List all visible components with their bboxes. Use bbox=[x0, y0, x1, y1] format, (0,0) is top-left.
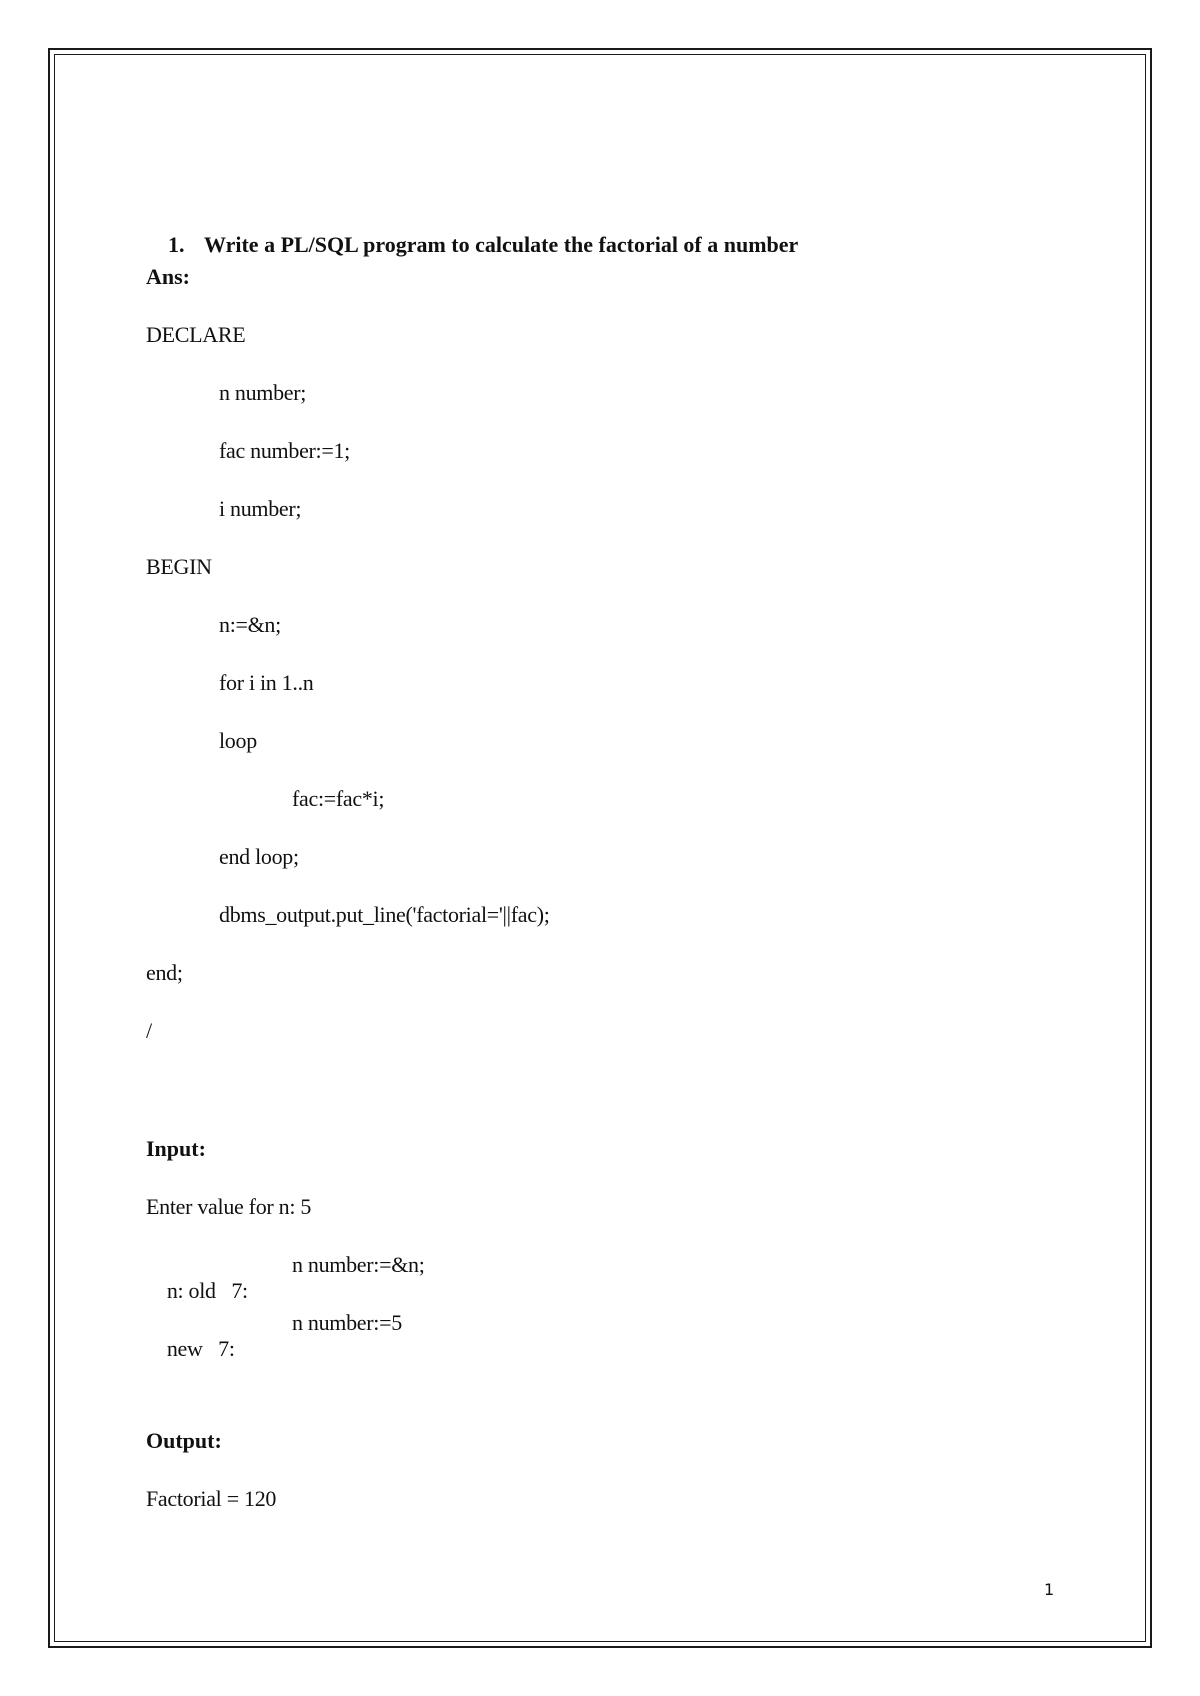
code-line-fac-mult: fac:=fac*i; bbox=[292, 786, 385, 811]
page-border-inner bbox=[54, 54, 1146, 1642]
input-old-prefix: n: old 7: bbox=[166, 1278, 248, 1303]
input-old-code: n number:=&n; bbox=[292, 1252, 425, 1277]
input-label: Input: bbox=[146, 1136, 206, 1161]
input-new-code: n number:=5 bbox=[292, 1310, 402, 1335]
question-number: 1. bbox=[168, 232, 185, 257]
page-border bbox=[48, 48, 1152, 1648]
question-text: Write a PL/SQL program to calculate the factorial of a number bbox=[204, 232, 799, 257]
code-line-i-decl: i number; bbox=[219, 496, 302, 521]
output-result: Factorial = 120 bbox=[146, 1486, 277, 1511]
code-line-n-decl: n number; bbox=[219, 380, 307, 405]
question-heading bbox=[146, 206, 798, 284]
code-line-loop: loop bbox=[219, 728, 257, 753]
code-line-slash: / bbox=[146, 1018, 152, 1043]
input-new-line bbox=[146, 1310, 235, 1388]
output-label: Output: bbox=[146, 1428, 222, 1453]
code-line-fac-decl: fac number:=1; bbox=[219, 438, 350, 463]
answer-label: Ans: bbox=[146, 264, 191, 289]
code-line-dbms-output: dbms_output.put_line('factorial='||fac); bbox=[219, 902, 550, 927]
code-line-end-loop: end loop; bbox=[219, 844, 299, 869]
code-line-n-assign: n:=&n; bbox=[219, 612, 281, 637]
page-number: 1 bbox=[1044, 1580, 1055, 1599]
input-new-prefix: new 7: bbox=[166, 1336, 235, 1361]
code-line-for: for i in 1..n bbox=[219, 670, 314, 695]
code-line-begin: BEGIN bbox=[146, 554, 212, 579]
input-prompt: Enter value for n: 5 bbox=[146, 1194, 312, 1219]
code-line-declare: DECLARE bbox=[146, 322, 246, 347]
code-line-end: end; bbox=[146, 960, 183, 985]
